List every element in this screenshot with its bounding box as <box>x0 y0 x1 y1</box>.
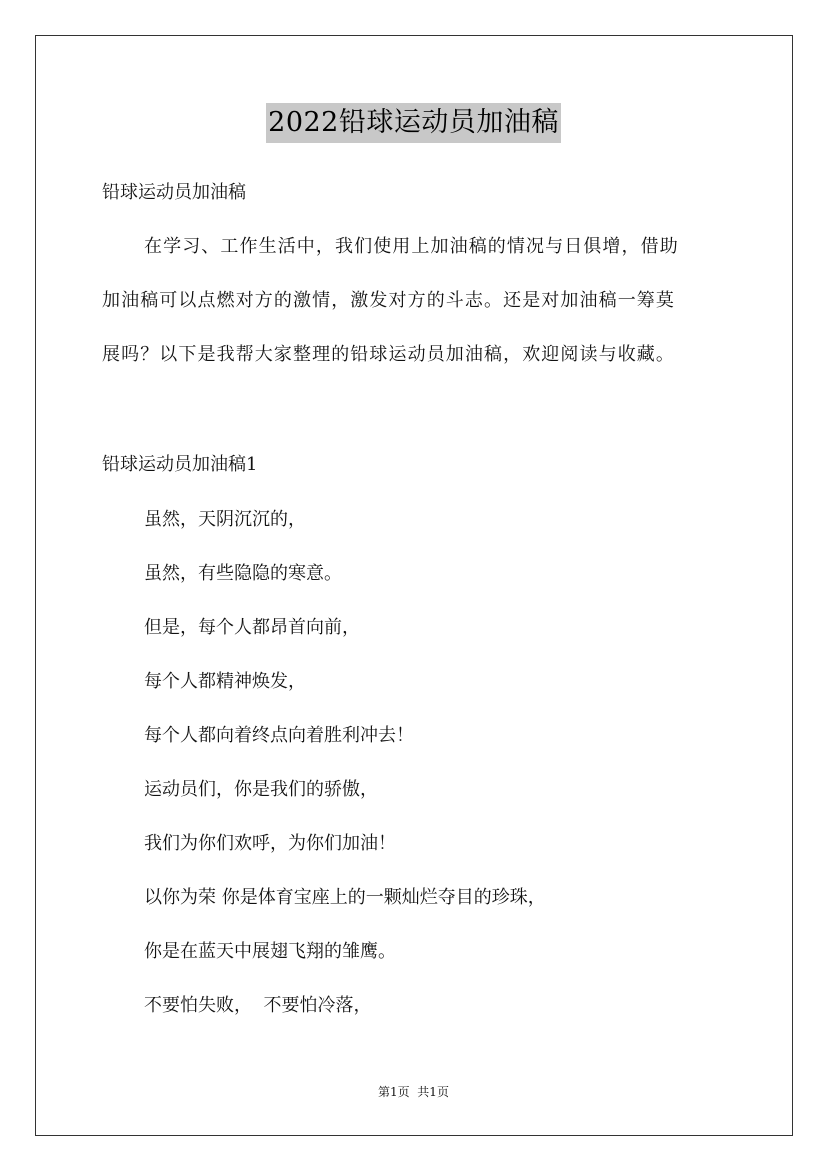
intro-paragraph-line: 加油稿可以点燃对方的激情，激发对方的斗志。还是对加油稿一筹莫 <box>102 290 675 311</box>
title-container <box>0 103 827 143</box>
poem-line: 不要怕失败， 不要怕冷落， <box>144 995 372 1016</box>
poem-line: 运动员们，你是我们的骄傲， <box>144 779 378 800</box>
poem-line: 虽然，有些隐隐的寒意。 <box>144 563 342 584</box>
poem-line: 每个人都向着终点向着胜利冲去！ <box>144 725 414 746</box>
poem-line: 每个人都精神焕发， <box>144 671 306 692</box>
document-title: 2022铅球运动员加油稿 <box>266 103 561 143</box>
poem-line: 你是在蓝天中展翅飞翔的雏鹰。 <box>144 941 396 962</box>
poem-line: 我们为你们欢呼，为你们加油！ <box>144 833 396 854</box>
intro-paragraph-line: 展吗？以下是我帮大家整理的铅球运动员加油稿，欢迎阅读与收藏。 <box>102 344 675 365</box>
poem-line: 虽然，天阴沉沉的， <box>144 509 306 530</box>
page-footer: 第1页 共1页 <box>378 1085 449 1099</box>
poem-line: 但是，每个人都昂首向前， <box>144 617 360 638</box>
intro-paragraph-line: 在学习、工作生活中，我们使用上加油稿的情况与日俱增，借助 <box>144 236 679 257</box>
poem-line: 以你为荣 你是体育宝座上的一颗灿烂夺目的珍珠， <box>144 887 546 908</box>
section-heading: 铅球运动员加油稿1 <box>102 454 258 475</box>
document-subtitle: 铅球运动员加油稿 <box>102 182 246 203</box>
